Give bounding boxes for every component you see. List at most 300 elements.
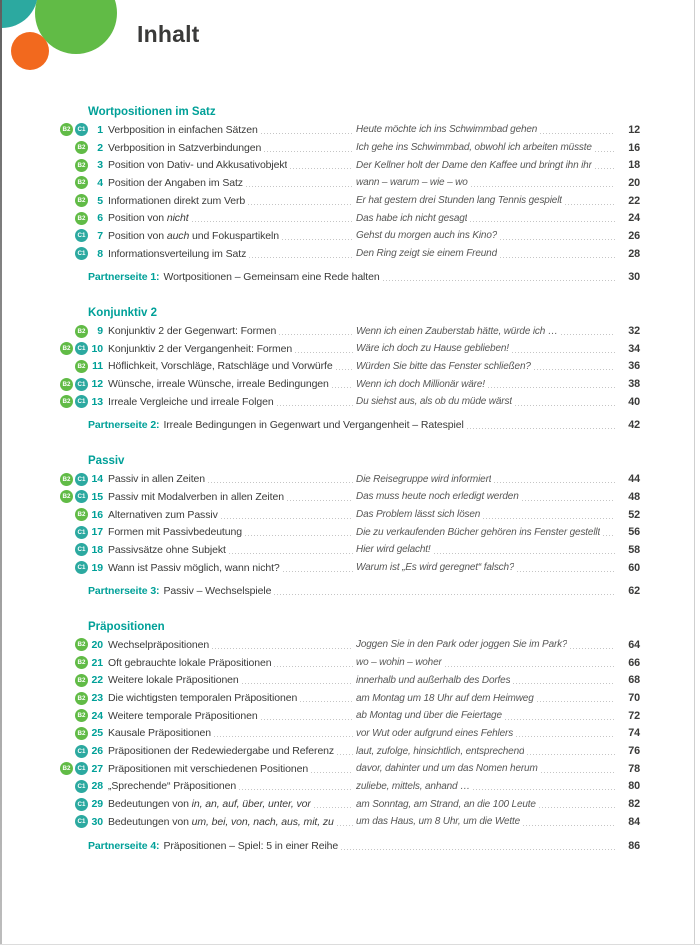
toc-row-left xyxy=(60,526,356,539)
dotted-leader xyxy=(242,683,353,684)
row-title xyxy=(108,763,308,775)
row-number: 2 xyxy=(97,141,103,154)
row-example: davor, dahinter und um das Nomen herum xyxy=(356,763,538,775)
toc-row-left xyxy=(60,159,356,172)
toc-row xyxy=(60,654,640,672)
toc-row xyxy=(60,541,640,559)
row-page-number: 84 xyxy=(628,815,640,828)
partnerseite-title: Passiv – Wechselspiele xyxy=(163,585,272,598)
level-badge-c1: C1 xyxy=(75,490,88,503)
row-page-number: 60 xyxy=(628,561,640,574)
dotted-leader xyxy=(523,825,615,826)
toc-row xyxy=(60,559,640,577)
row-number: 9 xyxy=(97,325,103,338)
row-title-text: Weitere temporale Präpositionen xyxy=(108,709,258,722)
dotted-leader xyxy=(246,186,353,187)
row-page-number: 76 xyxy=(628,745,640,758)
row-title xyxy=(108,177,243,189)
row-title xyxy=(108,473,205,485)
toc-section xyxy=(60,620,640,854)
row-example: Das habe ich nicht gesagt xyxy=(356,212,468,224)
row-title-text: Position der Angaben im Satz xyxy=(108,176,243,189)
level-badge-b2: B2 xyxy=(75,360,88,373)
level-badge-b2: B2 xyxy=(75,141,88,154)
row-number: 7 xyxy=(97,229,103,242)
dotted-leader xyxy=(337,754,353,755)
row-title-text: um, bei, von, nach, aus, mit, zu xyxy=(191,815,334,828)
row-example: am Sonntag, am Strand, an die 100 Leute xyxy=(356,798,536,810)
dotted-leader xyxy=(314,807,353,808)
toc-row-right xyxy=(356,343,640,355)
toc-row-left xyxy=(60,656,356,669)
level-badge-b2: B2 xyxy=(60,490,73,503)
toc-section xyxy=(60,105,640,286)
row-title-text: Irreale Vergleiche und irreale Folgen xyxy=(108,395,274,408)
page-left-edge xyxy=(0,0,2,945)
dotted-leader xyxy=(383,280,615,281)
row-number: 5 xyxy=(97,194,103,207)
toc-row-right xyxy=(356,745,640,757)
dotted-leader xyxy=(565,204,615,205)
row-page-number: 30 xyxy=(628,271,640,284)
dotted-leader xyxy=(513,683,615,684)
toc-row-right xyxy=(356,195,640,207)
row-title-text: Alternativen zum Passiv xyxy=(108,508,218,521)
row-page-number: 62 xyxy=(628,585,640,598)
toc-row-left xyxy=(60,360,356,373)
row-number: 8 xyxy=(97,247,103,260)
dotted-leader xyxy=(505,719,615,720)
level-badge-b2: B2 xyxy=(75,709,88,722)
toc-row-right xyxy=(356,159,640,171)
row-title xyxy=(108,544,226,556)
toc-row-left xyxy=(60,490,356,503)
row-title xyxy=(108,343,292,355)
row-example: Die Reisegruppe wird informiert xyxy=(356,473,492,485)
level-badges xyxy=(60,692,88,705)
row-example: Den Ring zeigt sie einem Freund xyxy=(356,248,497,260)
dotted-leader xyxy=(274,594,615,595)
level-badges xyxy=(60,656,88,669)
row-number: 25 xyxy=(91,727,103,740)
row-title-text: Bedeutungen von xyxy=(108,798,192,811)
toc-row xyxy=(60,725,640,743)
level-badges xyxy=(60,798,88,811)
dotted-leader xyxy=(337,825,353,826)
toc-row-left xyxy=(60,762,356,775)
row-page-number: 18 xyxy=(628,159,640,172)
row-page-number: 72 xyxy=(628,709,640,722)
dotted-leader xyxy=(221,518,353,519)
row-title-text: Präpositionen mit verschiedenen Positionen xyxy=(108,762,309,775)
level-badge-c1: C1 xyxy=(75,780,88,793)
toc-row xyxy=(60,636,640,654)
level-badges xyxy=(60,123,88,136)
level-badges xyxy=(60,141,88,154)
row-title xyxy=(108,639,209,651)
toc-row-right xyxy=(356,710,640,722)
toc-row-right xyxy=(356,639,640,651)
row-number: 28 xyxy=(91,780,103,793)
row-number: 16 xyxy=(91,508,103,521)
row-page-number: 58 xyxy=(628,543,640,556)
row-title-text: in, an, auf, über, unter, vor xyxy=(191,798,311,811)
row-title xyxy=(108,727,211,739)
level-badge-b2: B2 xyxy=(75,638,88,651)
row-example: Hier wird gelacht! xyxy=(356,544,431,556)
level-badge-b2: B2 xyxy=(60,123,73,136)
toc-row xyxy=(60,375,640,393)
row-title-text: und Fokuspartikeln xyxy=(189,229,279,242)
row-title-text: Oft gebrauchte lokale Präpositionen xyxy=(108,656,272,669)
level-badges xyxy=(60,709,88,722)
row-title xyxy=(108,562,280,574)
row-title xyxy=(108,230,279,242)
dotted-leader xyxy=(261,133,353,134)
level-badges xyxy=(60,325,88,338)
toc-row xyxy=(60,760,640,778)
row-number: 21 xyxy=(91,656,103,669)
level-badges xyxy=(60,247,88,260)
row-page-number: 66 xyxy=(628,656,640,669)
toc-row-left xyxy=(60,176,356,189)
toc-row-right xyxy=(356,780,640,792)
row-number: 27 xyxy=(91,762,103,775)
row-title xyxy=(108,745,334,757)
row-title-text: nicht xyxy=(166,212,189,225)
toc-row-left xyxy=(60,212,356,225)
row-page-number: 52 xyxy=(628,508,640,521)
row-title-text: Präpositionen der Redewiedergabe und Referenz xyxy=(108,745,335,758)
row-example: ab Montag und über die Feiertage xyxy=(356,710,502,722)
level-badges xyxy=(60,526,88,539)
row-number: 20 xyxy=(91,638,103,651)
row-page-number: 38 xyxy=(628,378,640,391)
row-number: 17 xyxy=(91,526,103,539)
dotted-leader xyxy=(570,648,615,649)
row-title xyxy=(108,396,274,408)
level-badges xyxy=(60,638,88,651)
dotted-leader xyxy=(445,666,615,667)
row-number: 4 xyxy=(97,176,103,189)
toc-row xyxy=(60,358,640,376)
toc-row-right xyxy=(356,526,640,538)
row-page-number: 64 xyxy=(628,638,640,651)
toc-row-right xyxy=(356,509,640,521)
row-page-number: 32 xyxy=(628,325,640,338)
toc-row-right xyxy=(356,657,640,669)
row-number: 26 xyxy=(91,745,103,758)
dotted-leader xyxy=(494,482,615,483)
row-number: 13 xyxy=(91,395,103,408)
dotted-leader xyxy=(287,500,353,501)
level-badge-b2: B2 xyxy=(75,692,88,705)
level-badge-c1: C1 xyxy=(75,798,88,811)
row-title-text: Formen mit Passivbedeutung xyxy=(108,526,242,539)
toc-row xyxy=(60,672,640,690)
dotted-leader xyxy=(561,334,615,335)
toc-section xyxy=(60,454,640,600)
toc-row-left xyxy=(60,745,356,758)
row-example: Gehst du morgen auch ins Kino? xyxy=(356,230,498,242)
row-title-text: „Sprechende“ Präpositionen xyxy=(108,780,237,793)
toc-row xyxy=(60,523,640,541)
row-title xyxy=(108,526,242,538)
row-number: 14 xyxy=(91,473,103,486)
toc-row xyxy=(60,795,640,813)
level-badges xyxy=(60,561,88,574)
level-badge-b2: B2 xyxy=(60,473,73,486)
dotted-leader xyxy=(277,405,353,406)
row-title-text: Bedeutungen von xyxy=(108,815,192,828)
dotted-leader xyxy=(214,736,353,737)
row-title-text: Höflichkeit, Vorschläge, Ratschläge und Vorwürfe xyxy=(108,360,333,373)
level-badges xyxy=(60,360,88,373)
partnerseite-row xyxy=(60,417,640,435)
toc-row-left xyxy=(60,141,356,154)
level-badge-c1: C1 xyxy=(75,342,88,355)
row-title xyxy=(108,360,333,372)
toc-row-left xyxy=(60,395,356,408)
level-badge-b2: B2 xyxy=(75,212,88,225)
page-right-edge xyxy=(694,0,695,945)
section-heading: Präpositionen xyxy=(88,621,165,634)
dotted-leader xyxy=(539,807,615,808)
row-title xyxy=(108,780,236,792)
row-title-text: auch xyxy=(166,229,190,242)
row-title-text: Position von xyxy=(108,212,167,225)
dotted-leader xyxy=(595,151,615,152)
level-badge-b2: B2 xyxy=(75,727,88,740)
row-number: 3 xyxy=(97,159,103,172)
partnerseite-row xyxy=(60,582,640,600)
level-badges xyxy=(60,727,88,740)
row-page-number: 68 xyxy=(628,674,640,687)
toc-row xyxy=(60,340,640,358)
level-badge-c1: C1 xyxy=(75,561,88,574)
row-page-number: 74 xyxy=(628,727,640,740)
row-number: 22 xyxy=(91,674,103,687)
row-title-text: Konjunktiv 2 der Vergangenheit: Formen xyxy=(108,342,293,355)
row-example: Ich gehe ins Schwimmbad, obwohl ich arbeiten müsste xyxy=(356,142,592,154)
toc-row-right xyxy=(356,378,640,390)
row-title xyxy=(108,491,284,503)
partnerseite-title: Irreale Bedingungen in Gegenwart und Vergangenheit – Ratespiel xyxy=(163,419,464,432)
level-badge-b2: B2 xyxy=(60,395,73,408)
partnerseite-label: Partnerseite 1: xyxy=(88,271,160,284)
row-page-number: 22 xyxy=(628,194,640,207)
row-page-number: 26 xyxy=(628,229,640,242)
dotted-leader xyxy=(470,221,615,222)
row-number: 23 xyxy=(91,692,103,705)
row-example: Würden Sie bitte das Fenster schließen? xyxy=(356,360,531,372)
row-page-number: 56 xyxy=(628,526,640,539)
row-title-text: Informationsverteilung im Satz xyxy=(108,247,247,260)
dotted-leader xyxy=(229,553,353,554)
toc-row-right xyxy=(356,562,640,574)
dotted-leader xyxy=(500,239,615,240)
toc-row-right xyxy=(356,544,640,556)
row-title-text: Weitere lokale Präpositionen xyxy=(108,674,239,687)
dotted-leader xyxy=(516,736,615,737)
dotted-leader xyxy=(283,571,353,572)
row-number: 29 xyxy=(91,798,103,811)
toc-row xyxy=(60,488,640,506)
level-badges xyxy=(60,229,88,242)
row-title-text: Wechselpräpositionen xyxy=(108,638,210,651)
row-example: Wenn ich doch Millionär wäre! xyxy=(356,378,485,390)
row-title xyxy=(108,674,239,686)
table-of-contents xyxy=(60,105,640,874)
row-page-number: 36 xyxy=(628,360,640,373)
toc-row-left xyxy=(60,342,356,355)
level-badge-c1: C1 xyxy=(75,395,88,408)
dotted-leader xyxy=(248,204,353,205)
toc-row-right xyxy=(356,142,640,154)
level-badges xyxy=(60,745,88,758)
level-badge-b2: B2 xyxy=(75,176,88,189)
partnerseite-label: Partnerseite 4: xyxy=(88,839,160,852)
partnerseite-label: Partnerseite 3: xyxy=(88,585,160,598)
row-page-number: 16 xyxy=(628,141,640,154)
row-page-number: 12 xyxy=(628,123,640,136)
row-number: 11 xyxy=(92,360,103,373)
row-example: wo – wohin – woher xyxy=(356,657,442,669)
teal-circle-decoration xyxy=(0,0,38,28)
level-badges xyxy=(60,780,88,793)
dotted-leader xyxy=(264,151,353,152)
level-badge-b2: B2 xyxy=(75,325,88,338)
row-example: Du siehst aus, als ob du müde wärst xyxy=(356,396,512,408)
level-badge-b2: B2 xyxy=(75,194,88,207)
dotted-leader xyxy=(522,500,615,501)
toc-row-left xyxy=(60,325,356,338)
toc-row-right xyxy=(356,124,640,136)
dotted-leader xyxy=(341,849,615,850)
level-badge-c1: C1 xyxy=(75,473,88,486)
toc-row-right xyxy=(356,230,640,242)
toc-row xyxy=(60,174,640,192)
toc-row-left xyxy=(60,473,356,486)
row-title xyxy=(108,710,258,722)
row-title-text: Konjunktiv 2 der Gegenwart: Formen xyxy=(108,325,277,338)
toc-row-left xyxy=(60,508,356,521)
row-number: 19 xyxy=(91,561,103,574)
dotted-leader xyxy=(471,186,615,187)
dotted-leader xyxy=(261,719,353,720)
level-badges xyxy=(60,176,88,189)
row-number: 1 xyxy=(97,123,103,136)
partnerseite-row xyxy=(60,837,640,855)
level-badges xyxy=(60,395,88,408)
partnerseite-title: Wortpositionen – Gemeinsam eine Rede halten xyxy=(163,271,380,284)
dotted-leader xyxy=(295,352,353,353)
row-title-text: Die wichtigsten temporalen Präpositionen xyxy=(108,692,298,705)
dotted-leader xyxy=(311,772,353,773)
dotted-leader xyxy=(534,369,615,370)
row-number: 6 xyxy=(97,212,103,225)
level-badge-c1: C1 xyxy=(75,526,88,539)
dotted-leader xyxy=(512,352,615,353)
toc-row xyxy=(60,209,640,227)
dotted-leader xyxy=(488,387,615,388)
level-badge-c1: C1 xyxy=(75,247,88,260)
level-badges xyxy=(60,473,88,486)
row-page-number: 20 xyxy=(628,176,640,189)
row-title xyxy=(108,798,311,810)
dotted-leader xyxy=(467,428,615,429)
partnerseite-row xyxy=(60,269,640,287)
level-badges xyxy=(60,490,88,503)
toc-row-left xyxy=(60,692,356,705)
row-title xyxy=(108,124,258,136)
toc-row xyxy=(60,121,640,139)
level-badges xyxy=(60,815,88,828)
level-badges xyxy=(60,508,88,521)
page-title: Inhalt xyxy=(137,21,200,47)
toc-row xyxy=(60,393,640,411)
row-example: Die zu verkaufenden Bücher gehören ins Fenster gestellt xyxy=(356,526,601,538)
dotted-leader xyxy=(192,221,353,222)
row-page-number: 34 xyxy=(628,342,640,355)
row-page-number: 28 xyxy=(628,247,640,260)
dotted-leader xyxy=(434,553,615,554)
toc-row-right xyxy=(356,360,640,372)
row-example: Der Kellner holt der Dame den Kaffee und bringt ihn ihr xyxy=(356,159,592,171)
level-badge-b2: B2 xyxy=(75,674,88,687)
toc-row xyxy=(60,707,640,725)
toc-row xyxy=(60,778,640,796)
row-example: am Montag um 18 Uhr auf dem Heimweg xyxy=(356,692,534,704)
row-title xyxy=(108,509,218,521)
row-title-text: Verbposition in einfachen Sätzen xyxy=(108,123,258,136)
toc-row-left xyxy=(60,798,356,811)
row-example: Das Problem lässt sich lösen xyxy=(356,509,481,521)
level-badge-b2: B2 xyxy=(75,508,88,521)
level-badges xyxy=(60,674,88,687)
dotted-leader xyxy=(300,701,353,702)
dotted-leader xyxy=(603,535,615,536)
toc-row-left xyxy=(60,638,356,651)
level-badges xyxy=(60,159,88,172)
level-badge-b2: B2 xyxy=(75,656,88,669)
toc-row-left xyxy=(60,123,356,136)
row-page-number: 80 xyxy=(628,780,640,793)
level-badge-c1: C1 xyxy=(75,815,88,828)
row-title xyxy=(108,692,297,704)
toc-row xyxy=(60,139,640,157)
dotted-leader xyxy=(515,405,615,406)
row-example: Das muss heute noch erledigt werden xyxy=(356,491,519,503)
row-example: Wäre ich doch zu Hause geblieben! xyxy=(356,343,509,355)
dotted-leader xyxy=(595,168,615,169)
row-page-number: 44 xyxy=(628,473,640,486)
row-title-text: Position von Dativ- und Akkusativobjekt xyxy=(108,159,288,172)
row-title xyxy=(108,212,189,224)
toc-row-right xyxy=(356,816,640,828)
level-badge-c1: C1 xyxy=(75,378,88,391)
level-badges xyxy=(60,762,88,775)
row-title xyxy=(108,248,246,260)
level-badges xyxy=(60,543,88,556)
row-number: 15 xyxy=(91,490,103,503)
dotted-leader xyxy=(540,133,615,134)
toc-row-right xyxy=(356,763,640,775)
row-page-number: 40 xyxy=(628,395,640,408)
row-title xyxy=(108,378,329,390)
row-number: 10 xyxy=(91,342,103,355)
toc-row xyxy=(60,245,640,263)
